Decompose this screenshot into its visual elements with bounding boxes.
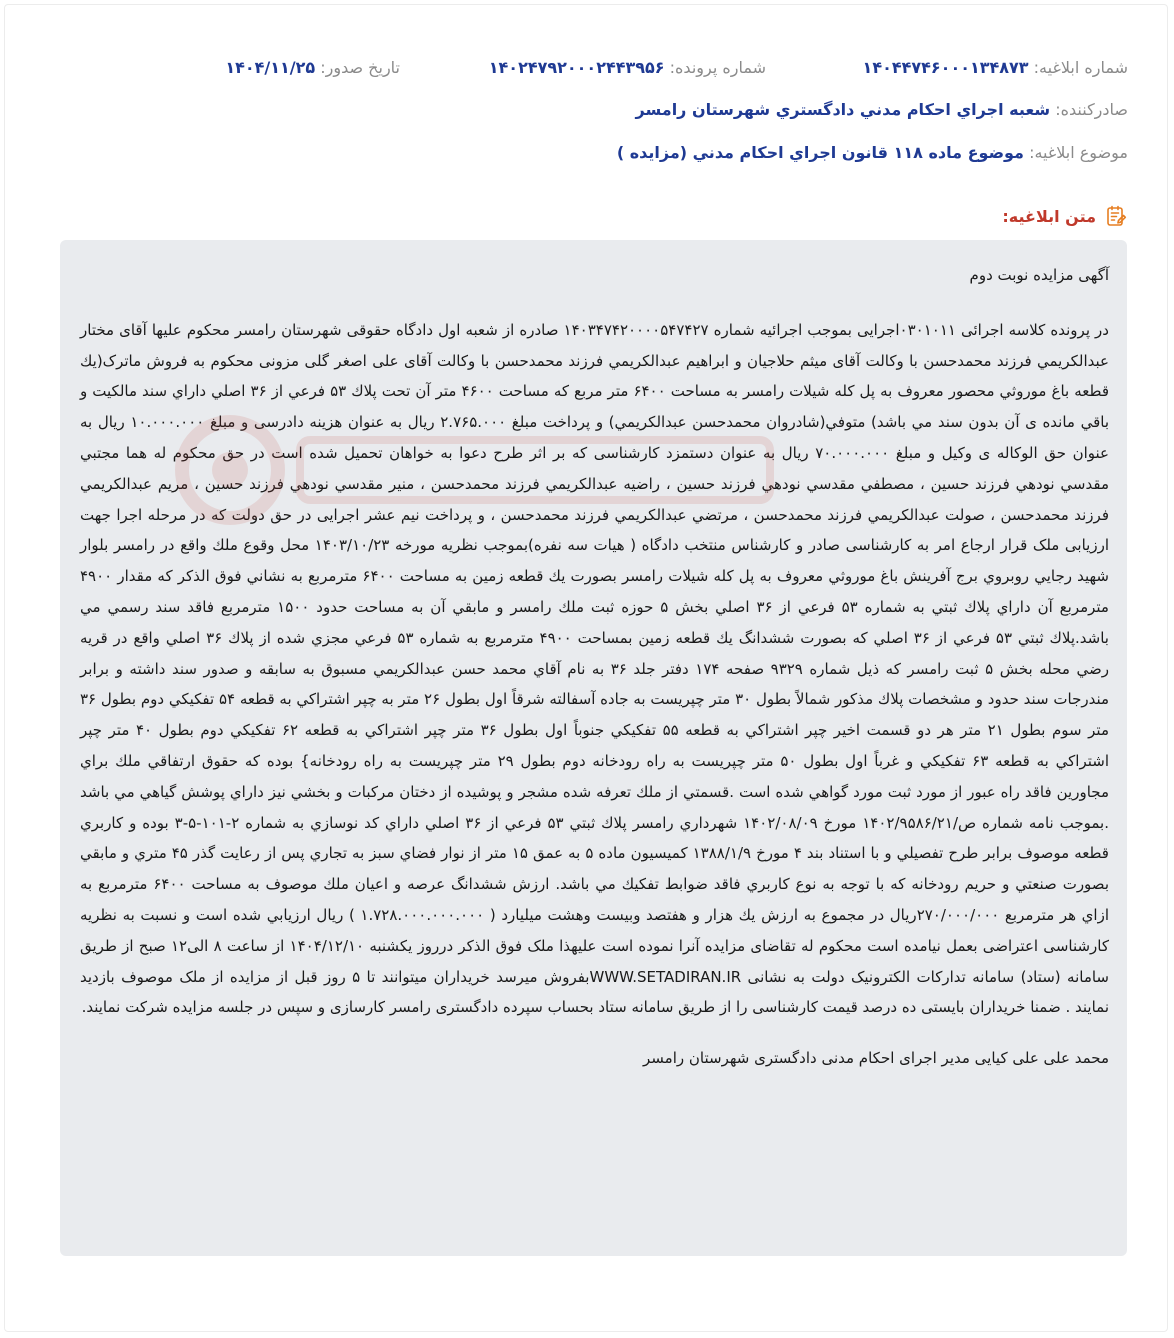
issue-date-value: ۱۴۰۴/۱۱/۲۵: [225, 58, 316, 77]
notice-heading: آگهی مزایده نوبت دوم: [969, 266, 1109, 284]
case-number-label: شماره پرونده:: [669, 58, 766, 77]
issuer-label: صادرکننده:: [1055, 100, 1128, 119]
case-number-value: ۱۴۰۲۴۷۹۲۰۰۰۲۴۴۳۹۵۶: [488, 58, 665, 77]
subject-line: [617, 143, 1128, 162]
case-number: [489, 58, 766, 77]
subject-value: موضوع ماده ۱۱۸ قانون اجراي احكام مدني (مزايده ): [616, 143, 1024, 162]
subject-label: موضوع ابلاغيه:: [1029, 143, 1128, 162]
section-title-text: متن ابلاغيه:: [1002, 206, 1096, 226]
meta-row: [60, 58, 1128, 82]
section-title: [1002, 204, 1128, 228]
notice-body: در پرونده کلاسه اجرائی ۰۳۰۱۰۱۱اجرایی بموجب اجرائیه شماره ۱۴۰۳۴۷۴۲۰۰۰۰۵۴۷۴۲۷ صادره از شعبه اول دادگاه حقوقی شهرستان رامسر محکوم علیها آقای مختار عبدالکريمي فرزند محمدحسن با وکالت آقای میثم حلاجیان و ابراهیم عبدالکريمي فرزند محمدحسن با وکالت آقای علی اصغر گلی مزونی محکوم به فروش ماترک(يك قطعه باغ موروثي محصور معروف به پل كله شيلات رامسر به مساحت ۶۴۰۰ متر مربع كه مساحت ۴۶۰۰ متر آن تحت پلاك ۵۳ فرعي از ۳۶ اصلي داراي سند مالكيت و باقي مانده ی آن بدون سند مي باشد) متوفي(شادروان محمدحسن عبدالکريمي) و پرداخت مبلغ ۲.۷۶۵.۰۰۰ ريال به عنوان هزينه دادرسی و مبلغ ۱۰.۰۰۰.۰۰۰ ريال به عنوان حق الوکاله ی وکيل و مبلغ ۷۰.۰۰۰.۰۰۰ ريال به عنوان دستمزد کارشناسی که بر اثر طرح دعوا به خواهان تحمیل شده است در حق محکوم له هما مجتبي مقدسي نودهي فرزند حسين ، مصطفي مقدسي نودهي فرزند حسين ، راضيه عبدالكريمي فرزند محمدحسن ، منير مقدسي نودهي فرزند حسين ، مريم عبدالكريمي فرزند محمدحسن ، صولت عبدالكريمي فرزند محمدحسن ، مرتضي عبدالكريمي فرزند محمدحسن ، و پرداخت نیم عشر اجرایی در حق دولت که در مرحله اجرا جهت ارزیابی ملک قرار ارجاع امر به کارشناسی صادر و کارشناس منتخب دادگاه ( هیات سه نفره)بموجب نظریه مورخه ۱۴۰۳/۱۰/۲۳ محل وقوع ملك واقع در رامسر بلوار شهيد رجايي روبروي برج آفرينش باغ موروثي معروف به پل كله شيلات رامسر بصورت يك قطعه زمين به مساحت ۶۴۰۰ مترمربع به نشاني فوق الذكر كه مقدار ۴۹۰۰ مترمربع آن داراي پلاك ثبتي به شماره ۵۳ فرعي از ۳۶ اصلي بخش ۵ حوزه ثبت ملك رامسر و مابقي آن به مساحت حدود ۱۵۰۰ مترمربع فاقد سند رسمي مي باشد.پلاك ثبتي ۵۳ فرعي از ۳۶ اصلي كه بصورت ششدانگ يك قطعه زمين بمساحت ۴۹۰۰ مترمربع به شماره ۵۳ فرعي مجزي شده از پلاك ۳۶ اصلي واقع در قريه رضي محله بخش ۵ ثبت رامسر كه ذيل شماره ۹۳۲۹ صفحه ۱۷۴ دفتر جلد ۳۶ به نام آقاي محمد حسن عبدالكريمي مسبوق به سابقه و صدور سند داشته و برابر مندرجات سند حدود و مشخصات پلاك مذكور شمالاً بطول ۳۰ متر چپريست به جاده آسفالته شرقاً اول بطول ۲۶ متر به چپر اشتراكي به قطعه ۵۴ تفكيكي دوم بطول ۳۶ متر سوم بطول ۲۱ متر هر دو قسمت اخير چپر اشتراكي به قطعه ۵۵ تفكيكي جنوباً اول بطول ۳۶ متر چپر اشتراكي به قطعه ۶۲ تفكيكي دوم بطول ۴۰ متر چپر اشتراكي به قطعه ۶۳ تفكيكي و غرباً اول بطول ۵۰ متر چپريست به راه رودخانه دوم بطول ۲۹ متر چپريست به راه رودخانه} بوده كه حقوق ارتفاقي ملك براي مجاورين فاقد راه عبور از مورد ثبت مورد گواهي شده است .قسمتي از ملك تعرفه شده مشجر و پوشيده از دختان مركبات و بخشي نيز داراي پوشش گياهي مي باشد .بموجب نامه شماره ص/۱۴۰۲/۹۵۸۶/۲۱ مورخ ۱۴۰۲/۰۸/۰۹ شهرداري رامسر پلاك ثبتي ۵۳ فرعي از ۳۶ اصلي داراي كد نوسازي به شماره ۲-۱۰۱-۵-۳ بوده و كاربري قطعه موصوف برابر طرح تفصيلي و با استناد بند ۴ مورخ ۱۳۸۸/۱/۹ كميسيون ماده ۵ به عمق ۱۵ متر از نوار فضاي سبز به تجاري پس از رعايت گذر ۴۵ متري و مابقي بصورت صنعتي و حريم رودخانه كه با توجه به نوع كاربري فاقد ضوابط تفكيك مي باشد. ارزش ششدانگ عرصه و اعيان ملك موصوف به مساحت ۶۴۰۰ مترمربع به ازاي هر مترمربع ۲۷۰/۰۰۰/۰۰۰ريال در مجموع به ارزش يك هزار و هفتصد وبيست وهشت ميليارد ( ۱.۷۲۸.۰۰۰.۰۰۰.۰۰۰ ) ريال ارزيابي شده است و نسبت به نظریه کارشناسی اعتراضی بعمل نیامده است محکوم له تقاضای مزایده آنرا نموده است علیهذا ملک فوق الذکر درروز يكشنبه ۱۴۰۴/۱۲/۱۰ از ساعت ۸ الی۱۲ صبح از طریق سامانه (ستاد) سامانه تدارکات الکترونیک دولت به نشانی WWW.SETADIRAN.IRبفروش میرسد خریداران میتوانند تا ۵ روز قبل از مزایده از ملک موصوف بازدید نمایند . ضمنا خریداران بایستی ده درصد قیمت کارشناسی را از طریق سامانه ستاد بحساب سپرده دادگستری رامسر کارسازی و سپس در جلسه مزایده شرکت نمایند.: [80, 320, 1110, 1017]
document-pen-icon: [1104, 204, 1128, 228]
notice-signature: محمد علی علی کیایی مدیر اجرای احکام مدنی دادگستری شهرستان رامسر: [643, 1049, 1109, 1068]
notice-number: [863, 58, 1128, 77]
issue-date-label: تاريخ صدور:: [320, 58, 400, 77]
issuer-value: شعبه اجراي احكام مدني دادگستري شهرستان رامسر: [635, 100, 1051, 119]
notice-text-box: [60, 240, 1127, 1256]
issuer-line: [636, 100, 1128, 119]
issue-date: [225, 58, 400, 77]
notice-number-value: ۱۴۰۴۴۷۴۶۰۰۰۱۳۴۸۷۳: [862, 58, 1029, 77]
notice-number-label: شماره ابلاغيه:: [1033, 58, 1128, 77]
